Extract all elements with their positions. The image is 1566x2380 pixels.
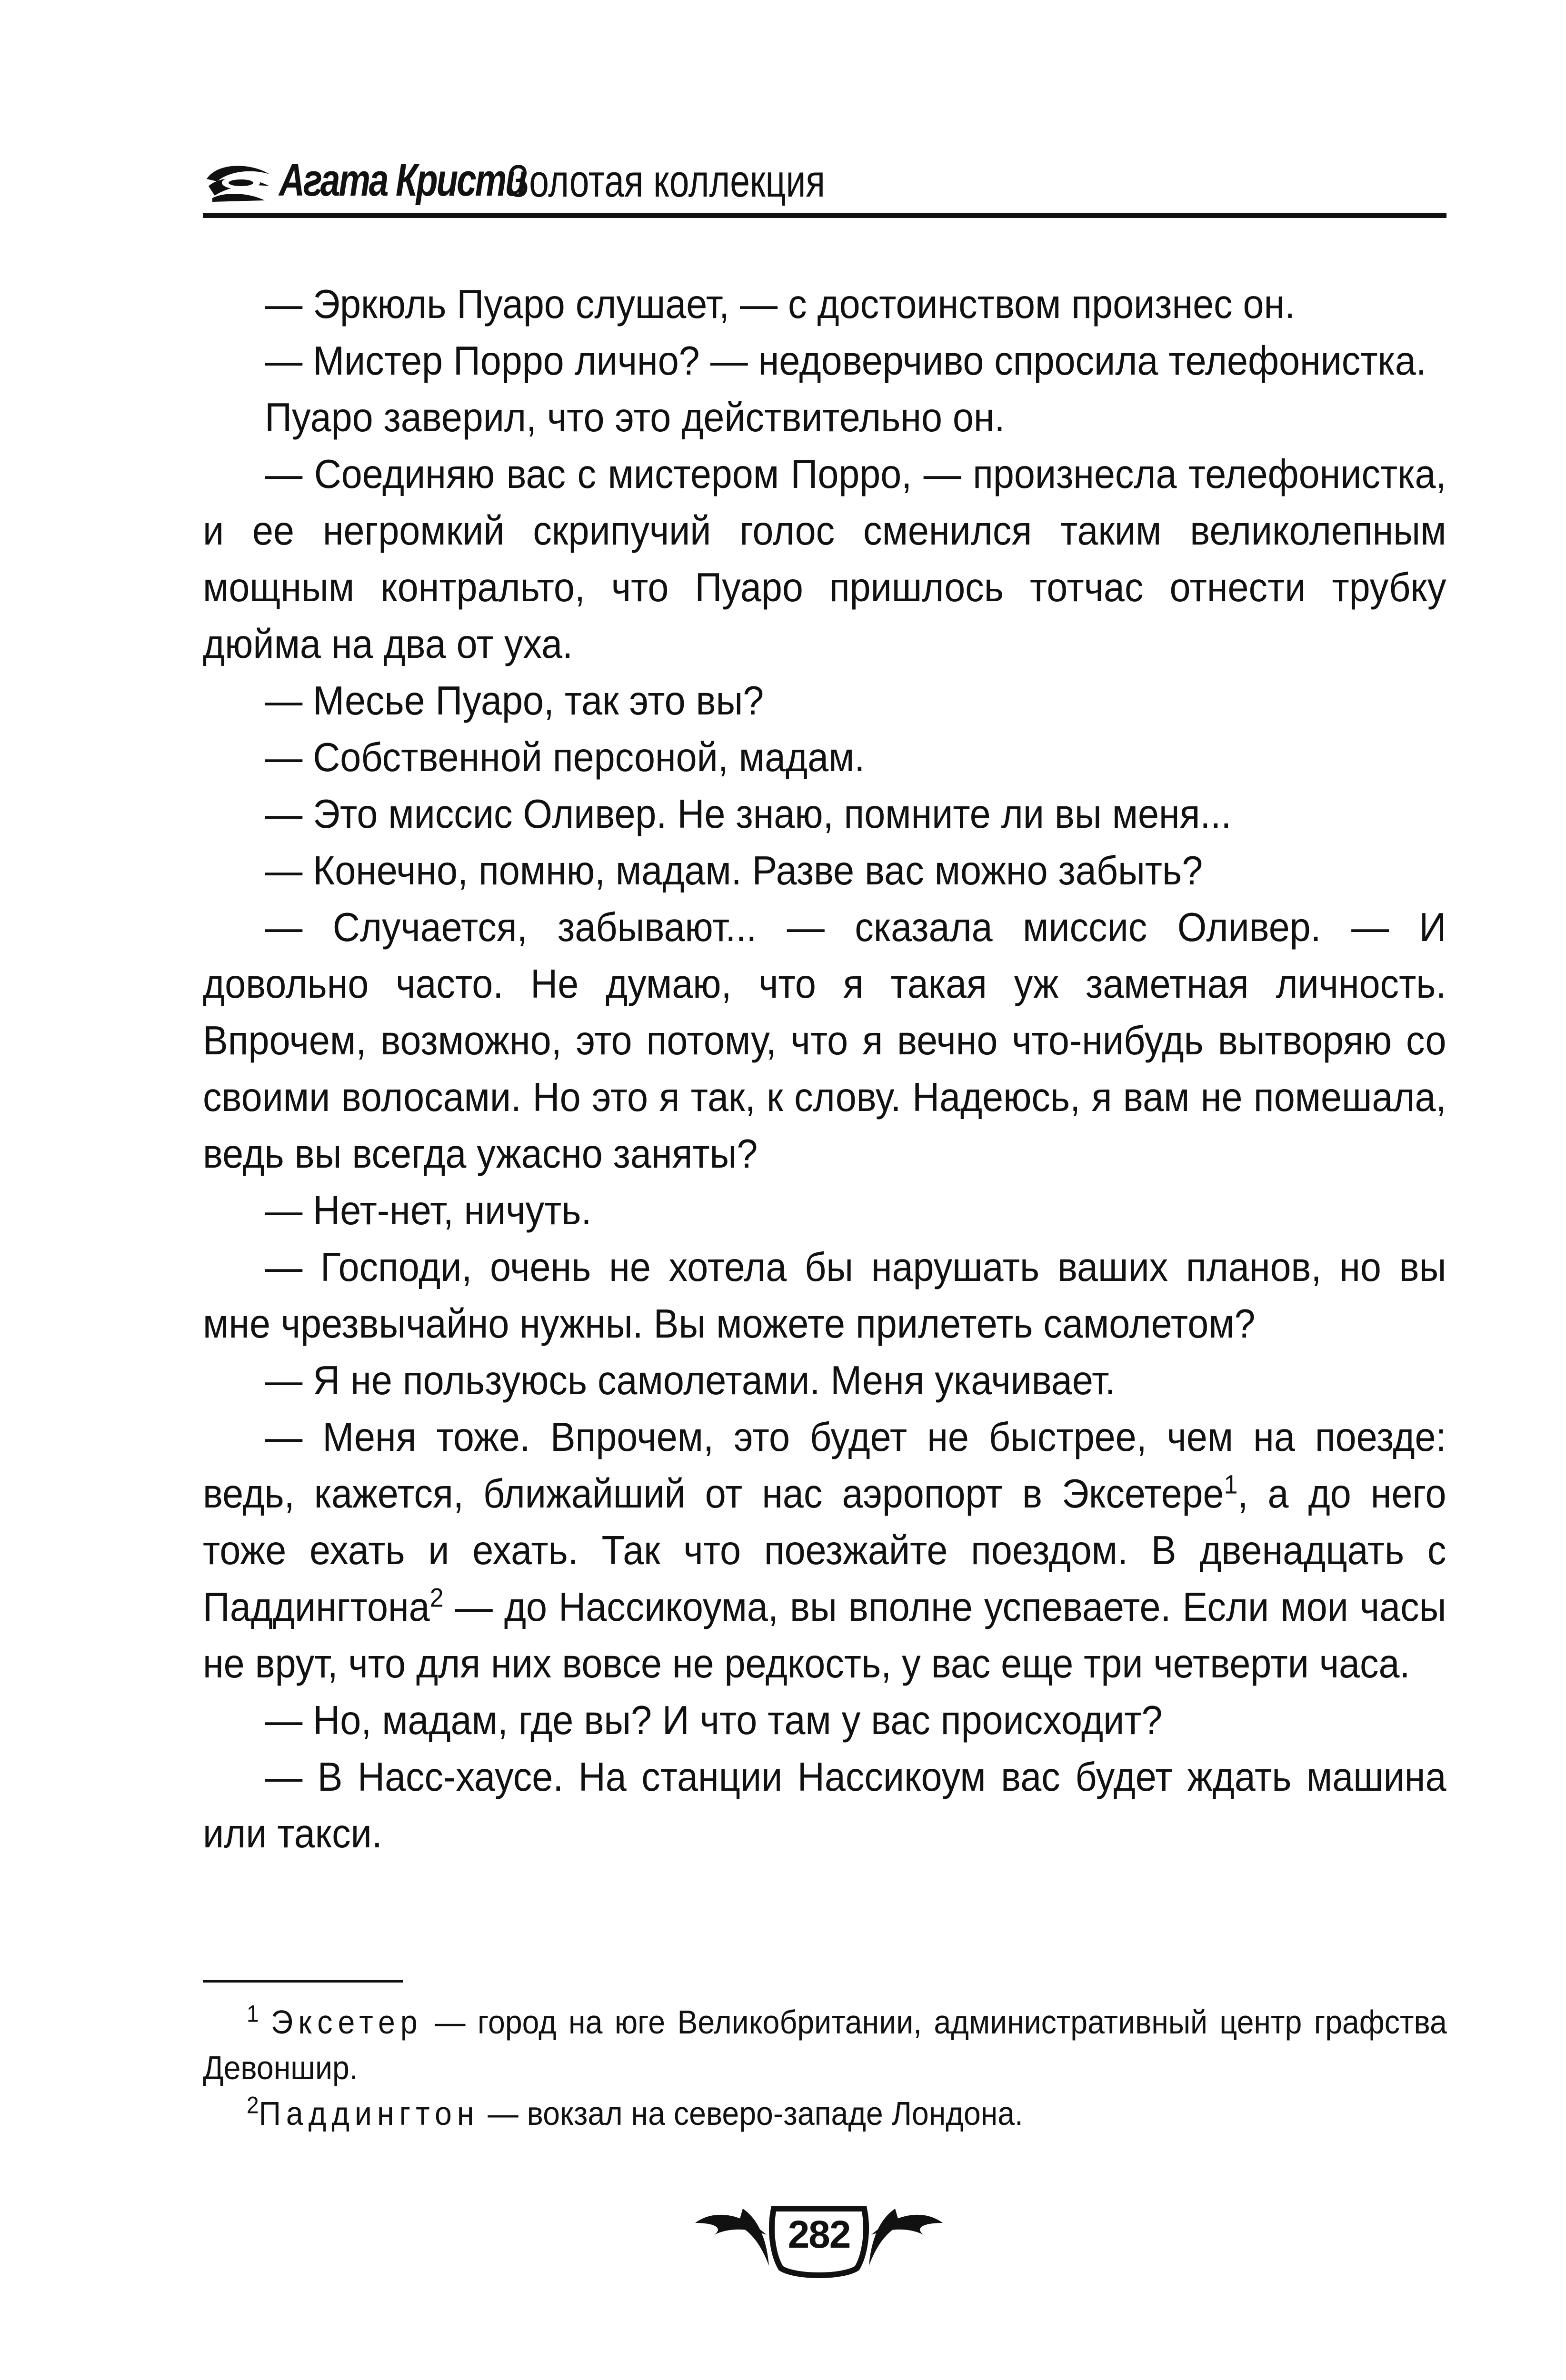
paragraph: — Это миссис Оливер. Не знаю, помните ли вы меня... <box>265 792 1232 837</box>
footnote-rule <box>203 1980 403 1983</box>
footnotes <box>203 1999 1447 2136</box>
page-number: 282 <box>788 2213 850 2256</box>
paragraph: — Эркюль Пуаро слушает, — с достоинством произнес он. <box>265 282 1296 327</box>
paragraph: — Соединяю вас с мистером Порро, — произнесла телефонистка, и ее негромкий скрипучий голос сменился таким великолепным мощным контральто, что Пуаро пришлось тотчас отнести трубку дюйма на два от уха. <box>203 452 1446 667</box>
paragraph: — Я не пользуюсь самолетами. Меня укачивает. <box>265 1358 1116 1403</box>
footnote-term: Эксетер <box>271 2003 423 2041</box>
paragraph: — Конечно, помню, мадам. Разве вас можно забыть? <box>265 848 1203 893</box>
paragraph <box>203 1409 1446 1692</box>
paragraph-text: — до Нассикоума, вы вполне успеваете. Если мои часы не врут, что для них вовсе не редкость, у вас еще три четверти часа. <box>203 1585 1446 1686</box>
footnote-ref-1[interactable]: 1 <box>1224 1469 1238 1499</box>
paragraph: — Месье Пуаро, так это вы? <box>265 678 764 724</box>
body-text <box>203 276 1446 1862</box>
header-author: Агата Кристи <box>279 155 526 206</box>
running-header <box>203 157 1446 209</box>
paragraph-text: — Меня тоже. Впрочем, это будет не быстрее, чем на поезде: ведь, кажется, ближайший от нас аэропорт в Эксетере <box>203 1415 1446 1517</box>
paragraph: — В Насс-хаусе. На станции Нассикоум вас будет ждать машина или такси. <box>203 1755 1446 1856</box>
footnote-term: Паддингтон <box>259 2095 479 2132</box>
footnote-text: — вокзал на северо-западе Лондона. <box>479 2095 1023 2132</box>
paragraph: — Мистер Порро лично? — недоверчиво спросила телефонистка. <box>265 338 1426 384</box>
footnote-number: 1 <box>247 2000 259 2027</box>
paragraph: — Собственной персоной, мадам. <box>265 735 865 780</box>
header-series: Золотая коллекция <box>508 156 825 207</box>
paragraph-text: , а до него тоже ехать и ехать. Так что поезжайте поездом. В двенадцать с Паддингтона <box>203 1471 1446 1630</box>
leaf-swirl-icon <box>203 160 274 203</box>
footnote-2 <box>203 2091 1447 2136</box>
footnote-ref-2[interactable]: 2 <box>429 1582 444 1613</box>
paragraph: — Нет-нет, ничуть. <box>265 1188 592 1233</box>
footnote-1 <box>203 1999 1447 2091</box>
paragraph: — Господи, очень не хотела бы нарушать ваших планов, но вы мне чрезвычайно нужны. Вы можете прилететь самолетом? <box>203 1245 1446 1347</box>
footnote-number: 2 <box>247 2092 259 2119</box>
header-rule <box>203 213 1446 218</box>
paragraph: Пуаро заверил, что это действительно он. <box>265 395 1005 440</box>
paragraph: — Но, мадам, где вы? И что там у вас происходит? <box>265 1698 1163 1743</box>
footnote-text: — город на юге Великобритании, административный центр графства Девоншир. <box>203 2003 1447 2086</box>
paragraph: — Случается, забывают... — сказала миссис Оливер. — И довольно часто. Не думаю, что я такая уж заметная личность. Впрочем, возможно, это потому, что я вечно что-нибудь вытворяю со своими волосами. Но это я так, к слову. Надеюсь, я вам не помешала, ведь вы всегда ужасно заняты? <box>203 905 1446 1177</box>
